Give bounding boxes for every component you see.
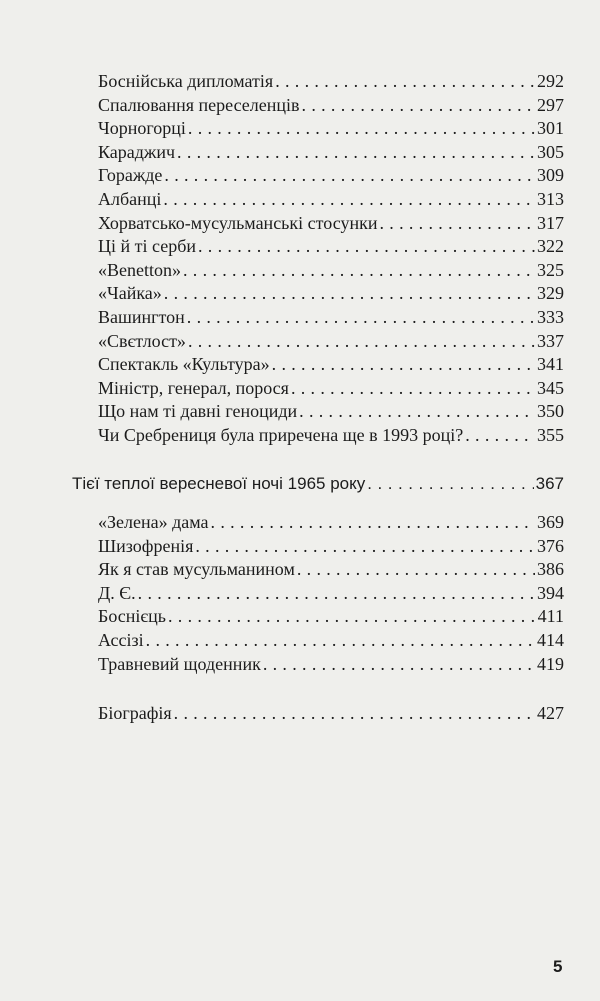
toc-entry-page: 376 xyxy=(537,535,564,556)
toc-entry xyxy=(98,330,564,354)
toc-entry xyxy=(98,282,564,306)
dot-leader xyxy=(195,535,535,559)
toc-entry xyxy=(98,353,564,377)
toc-entry xyxy=(98,306,564,330)
toc-entry-page: 309 xyxy=(537,165,564,186)
dot-leader xyxy=(146,629,535,653)
toc-entry-page: 313 xyxy=(537,188,564,209)
toc-entry-page: 411 xyxy=(537,606,564,627)
toc-entry-page: 414 xyxy=(537,629,564,650)
toc-entry xyxy=(98,377,564,401)
toc-entry-title: Спалювання переселенців xyxy=(98,94,300,115)
toc-entry-page: 317 xyxy=(537,212,564,233)
toc-entry-title: Горажде xyxy=(98,165,163,186)
toc-entry-title: «Чайка» xyxy=(98,283,162,304)
dot-leader xyxy=(297,558,535,582)
dot-leader xyxy=(188,117,535,141)
toc-entry-page: 427 xyxy=(537,703,564,723)
dot-leader xyxy=(367,472,533,496)
dot-leader xyxy=(177,141,535,165)
toc-entry xyxy=(98,702,564,726)
dot-leader xyxy=(272,353,535,377)
dot-leader xyxy=(198,235,535,259)
toc-entry xyxy=(98,558,564,582)
toc-entry-title: Боснійська дипломатія xyxy=(98,71,274,91)
toc-entry-title: Ассізі xyxy=(98,629,144,650)
toc-entry xyxy=(98,164,564,188)
toc-entry xyxy=(98,629,564,653)
toc-entry-title: Караджич xyxy=(98,141,176,162)
toc-entry-title: Боснієць xyxy=(98,606,166,627)
toc-entry xyxy=(98,535,564,559)
toc-entry-page: 419 xyxy=(537,653,564,674)
toc-entry xyxy=(98,94,564,118)
toc-entry-title: Що нам ті давні геноциди xyxy=(98,401,298,422)
toc-entry-title: Спектакль «Культура» xyxy=(98,354,270,375)
toc-entry-page: 355 xyxy=(537,424,564,445)
toc-biography xyxy=(98,702,564,726)
toc-entry-title: Вашингтон xyxy=(98,306,185,327)
dot-leader xyxy=(275,70,535,94)
toc-section-heading xyxy=(72,472,564,496)
toc-entry xyxy=(98,141,564,165)
dot-leader xyxy=(164,282,535,306)
toc-entry-page: 322 xyxy=(537,236,564,257)
toc-entry xyxy=(98,117,564,141)
toc-entry-title: Хорватсько-мусульманські стосунки xyxy=(98,212,378,233)
page-number: 5 xyxy=(553,957,563,976)
toc-entry-page: 337 xyxy=(537,330,564,351)
dot-leader xyxy=(187,306,535,330)
toc-entry-title: «Свєтлост» xyxy=(98,330,186,351)
toc-entry-title: «Benetton» xyxy=(98,259,181,280)
toc-entry-title: Травневий щоденник xyxy=(98,653,261,674)
toc-entry-page: 367 xyxy=(535,474,564,493)
toc-entry xyxy=(98,582,564,606)
toc-entry xyxy=(98,235,564,259)
toc-entry-page: 297 xyxy=(537,94,564,115)
toc-entry-page: 301 xyxy=(537,118,564,139)
toc-entry-page: 305 xyxy=(537,141,564,162)
toc-entry-title: Ці й ті серби xyxy=(98,236,196,257)
toc-entry xyxy=(98,511,564,535)
toc-entry-page: 292 xyxy=(537,71,564,91)
dot-leader xyxy=(174,702,535,726)
toc-entry-title: «Зелена» дама xyxy=(98,512,209,532)
toc-entry-title: Чи Сребрениця була приречена ще в 1993 році? xyxy=(98,424,464,445)
toc-entry xyxy=(98,188,564,212)
dot-leader xyxy=(138,582,535,606)
dot-leader xyxy=(465,424,535,448)
toc-entry xyxy=(98,70,564,94)
dot-leader xyxy=(299,400,535,424)
dot-leader xyxy=(379,212,535,236)
dot-leader xyxy=(291,377,535,401)
toc-entry-title: Чорногорці xyxy=(98,118,186,139)
toc-entry xyxy=(98,653,564,677)
toc-entry-page: 325 xyxy=(537,259,564,280)
dot-leader xyxy=(168,605,536,629)
dot-leader xyxy=(163,188,535,212)
toc-entry-page: 394 xyxy=(537,582,564,603)
dot-leader xyxy=(263,653,535,677)
toc-entry-title: Шизофренія xyxy=(98,535,194,556)
toc-entry-title: Як я став мусульманином xyxy=(98,559,295,580)
dot-leader xyxy=(211,511,535,535)
toc-entry-page: 386 xyxy=(537,559,564,580)
toc-entry-title: Біографія xyxy=(98,703,172,723)
toc-entry-title: Тієї теплої вересневої ночі 1965 року xyxy=(72,474,366,493)
dot-leader xyxy=(188,330,535,354)
toc-entry xyxy=(72,472,564,496)
toc-entry-title: Албанці xyxy=(98,188,162,209)
dot-leader xyxy=(302,94,535,118)
toc-entry-page: 329 xyxy=(537,283,564,304)
toc-entry xyxy=(98,259,564,283)
toc-group-2 xyxy=(98,511,564,676)
toc-group-1 xyxy=(98,70,564,448)
dot-leader xyxy=(183,259,535,283)
toc-entry-page: 333 xyxy=(537,306,564,327)
toc-entry xyxy=(98,212,564,236)
toc-entry xyxy=(98,605,564,629)
toc-entry-page: 345 xyxy=(537,377,564,398)
toc-entry xyxy=(98,400,564,424)
toc-entry-page: 369 xyxy=(537,512,564,532)
toc-entry-page: 341 xyxy=(537,354,564,375)
toc-entry xyxy=(98,424,564,448)
toc-entry-title: Д. Є. xyxy=(98,582,136,603)
toc-entry-title: Міністр, генерал, порося xyxy=(98,377,289,398)
toc-entry-page: 350 xyxy=(537,401,564,422)
dot-leader xyxy=(164,164,535,188)
